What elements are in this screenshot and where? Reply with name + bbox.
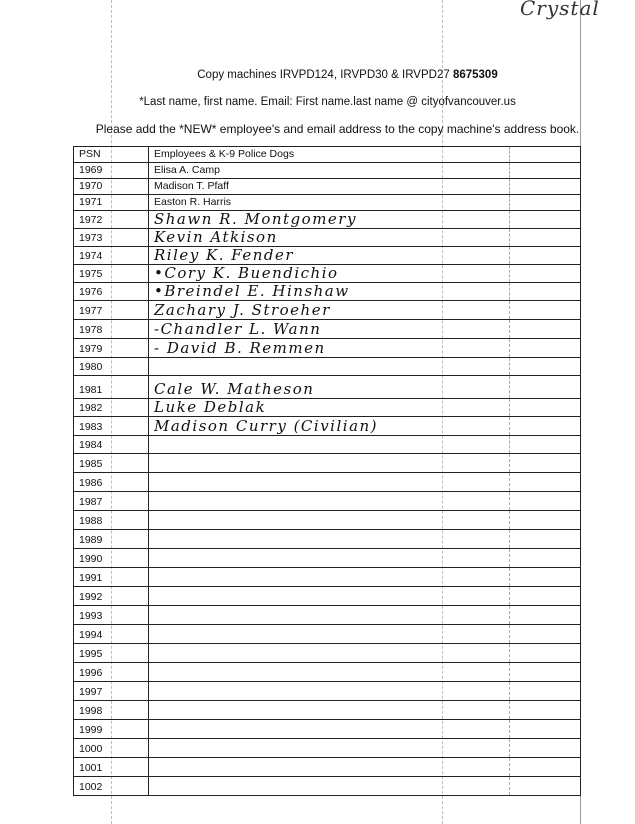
- employee-name-cell: [149, 530, 510, 549]
- table-row: [74, 739, 581, 758]
- psn-cell: 1974: [74, 247, 149, 265]
- blank-cell: [510, 399, 581, 417]
- employee-name-cell: Shawn R. Montgomery: [149, 211, 510, 229]
- table-row: [74, 473, 581, 492]
- employee-name-cell: Madison T. Pfaff: [149, 179, 510, 195]
- psn-cell: 1994: [74, 625, 149, 644]
- psn-cell: 1999: [74, 720, 149, 739]
- psn-cell: 1983: [74, 417, 149, 436]
- employee-name-cell: [149, 473, 510, 492]
- table-row: [74, 777, 581, 796]
- psn-cell: 1990: [74, 549, 149, 568]
- blank-cell: [510, 511, 581, 530]
- table-row: [74, 587, 581, 606]
- table-row: [74, 339, 581, 358]
- blank-cell: [510, 179, 581, 195]
- blank-cell: [510, 211, 581, 229]
- table-header-row: [74, 147, 581, 163]
- table-row: [74, 701, 581, 720]
- employee-name-cell: [149, 625, 510, 644]
- psn-cell: 1981: [74, 376, 149, 399]
- blank-cell: [510, 195, 581, 211]
- table-row: [74, 758, 581, 777]
- blank-cell: [510, 436, 581, 454]
- table-row: [74, 644, 581, 663]
- psn-cell: 1002: [74, 777, 149, 796]
- header-line-3: Please add the *NEW* employee's and email address to the copy machine's address book.: [95, 122, 580, 136]
- psn-cell: 1989: [74, 530, 149, 549]
- table-row: [74, 511, 581, 530]
- table-row: [74, 301, 581, 320]
- table-row: [74, 283, 581, 301]
- employee-name-cell: -Chandler L. Wann: [149, 320, 510, 339]
- psn-cell: 1982: [74, 399, 149, 417]
- column-header-blank: [510, 147, 581, 163]
- blank-cell: [510, 320, 581, 339]
- blank-cell: [510, 339, 581, 358]
- table-row: [74, 320, 581, 339]
- psn-cell: 1975: [74, 265, 149, 283]
- psn-cell: 1985: [74, 454, 149, 473]
- psn-cell: 1977: [74, 301, 149, 320]
- header-line-2: *Last name, first name. Email: First name.last name @ cityofvancouver.us: [139, 96, 516, 108]
- blank-cell: [510, 606, 581, 625]
- header-line-1: [30, 69, 635, 81]
- blank-cell: [510, 376, 581, 399]
- employee-name-cell: [149, 587, 510, 606]
- table-row: [74, 265, 581, 283]
- table-row: [74, 568, 581, 587]
- table-row: [74, 663, 581, 682]
- employee-name-cell: Cale W. Matheson: [149, 376, 510, 399]
- blank-cell: [510, 473, 581, 492]
- psn-cell: 1971: [74, 195, 149, 211]
- table-row: [74, 358, 581, 376]
- employee-name-cell: - David B. Remmen: [149, 339, 510, 358]
- psn-cell: 1993: [74, 606, 149, 625]
- blank-cell: [510, 777, 581, 796]
- blank-cell: [510, 229, 581, 247]
- blank-cell: [510, 625, 581, 644]
- blank-cell: [510, 758, 581, 777]
- header-number: 8675309: [452, 69, 498, 81]
- blank-cell: [510, 587, 581, 606]
- employee-name-cell: Luke Deblak: [149, 399, 510, 417]
- psn-cell: 1988: [74, 511, 149, 530]
- column-header-employees: Employees & K-9 Police Dogs: [149, 147, 510, 163]
- blank-cell: [510, 301, 581, 320]
- employee-name-cell: [149, 739, 510, 758]
- psn-cell: 1992: [74, 587, 149, 606]
- employee-name-cell: Elisa A. Camp: [149, 163, 510, 179]
- blank-cell: [510, 265, 581, 283]
- psn-cell: 1978: [74, 320, 149, 339]
- employee-name-cell: [149, 663, 510, 682]
- psn-cell: 1995: [74, 644, 149, 663]
- employee-name-cell: [149, 454, 510, 473]
- psn-cell: 1001: [74, 758, 149, 777]
- header-copy-machines: Copy machines IRVPD124, IRVPD30 & IRVPD27: [197, 69, 450, 81]
- psn-cell: 1000: [74, 739, 149, 758]
- blank-cell: [510, 247, 581, 265]
- employee-name-cell: •Breindel E. Hinshaw: [149, 283, 510, 301]
- table-row: [74, 179, 581, 195]
- column-header-psn: PSN: [74, 147, 149, 163]
- table-row: [74, 163, 581, 179]
- psn-cell: 1987: [74, 492, 149, 511]
- table-row: [74, 606, 581, 625]
- table-row: [74, 682, 581, 701]
- employee-name-cell: [149, 358, 510, 376]
- psn-cell: 1997: [74, 682, 149, 701]
- employee-name-cell: [149, 720, 510, 739]
- employee-name-cell: [149, 568, 510, 587]
- corner-handwritten-note: Crystal: [520, 0, 600, 20]
- employee-name-cell: [149, 492, 510, 511]
- blank-cell: [510, 358, 581, 376]
- psn-cell: 1976: [74, 283, 149, 301]
- table-row: [74, 549, 581, 568]
- table-row: [74, 454, 581, 473]
- table-row: [74, 530, 581, 549]
- employee-name-cell: Madison Curry (Civilian): [149, 417, 510, 436]
- employee-name-cell: Zachary J. Stroeher: [149, 301, 510, 320]
- blank-cell: [510, 530, 581, 549]
- employee-name-cell: [149, 682, 510, 701]
- psn-cell: 1973: [74, 229, 149, 247]
- psn-cell: 1980: [74, 358, 149, 376]
- psn-cell: 1984: [74, 436, 149, 454]
- employee-name-cell: [149, 606, 510, 625]
- blank-cell: [510, 701, 581, 720]
- employee-table-body: [74, 147, 581, 796]
- employee-name-cell: [149, 777, 510, 796]
- blank-cell: [510, 663, 581, 682]
- employee-name-cell: [149, 701, 510, 720]
- blank-cell: [510, 492, 581, 511]
- blank-cell: [510, 417, 581, 436]
- employee-table: [73, 146, 581, 796]
- blank-cell: [510, 163, 581, 179]
- psn-cell: 1991: [74, 568, 149, 587]
- table-row: [74, 492, 581, 511]
- employee-name-cell: [149, 758, 510, 777]
- employee-name-cell: Riley K. Fender: [149, 247, 510, 265]
- psn-cell: 1986: [74, 473, 149, 492]
- blank-cell: [510, 720, 581, 739]
- blank-cell: [510, 682, 581, 701]
- psn-cell: 1996: [74, 663, 149, 682]
- blank-cell: [510, 549, 581, 568]
- employee-name-cell: Easton R. Harris: [149, 195, 510, 211]
- table-row: [74, 195, 581, 211]
- table-row: [74, 720, 581, 739]
- table-row: [74, 417, 581, 436]
- psn-cell: 1970: [74, 179, 149, 195]
- psn-cell: 1972: [74, 211, 149, 229]
- table-row: [74, 229, 581, 247]
- employee-name-cell: Kevin Atkison: [149, 229, 510, 247]
- table-row: [74, 625, 581, 644]
- employee-name-cell: [149, 511, 510, 530]
- psn-cell: 1979: [74, 339, 149, 358]
- table-row: [74, 211, 581, 229]
- psn-cell: 1969: [74, 163, 149, 179]
- employee-name-cell: [149, 644, 510, 663]
- blank-cell: [510, 283, 581, 301]
- blank-cell: [510, 568, 581, 587]
- blank-cell: [510, 644, 581, 663]
- employee-name-cell: [149, 549, 510, 568]
- table-row: [74, 376, 581, 399]
- table-row: [74, 247, 581, 265]
- blank-cell: [510, 739, 581, 758]
- table-row: [74, 399, 581, 417]
- employee-name-cell: [149, 436, 510, 454]
- blank-cell: [510, 454, 581, 473]
- table-row: [74, 436, 581, 454]
- employee-name-cell: •Cory K. Buendichio: [149, 265, 510, 283]
- psn-cell: 1998: [74, 701, 149, 720]
